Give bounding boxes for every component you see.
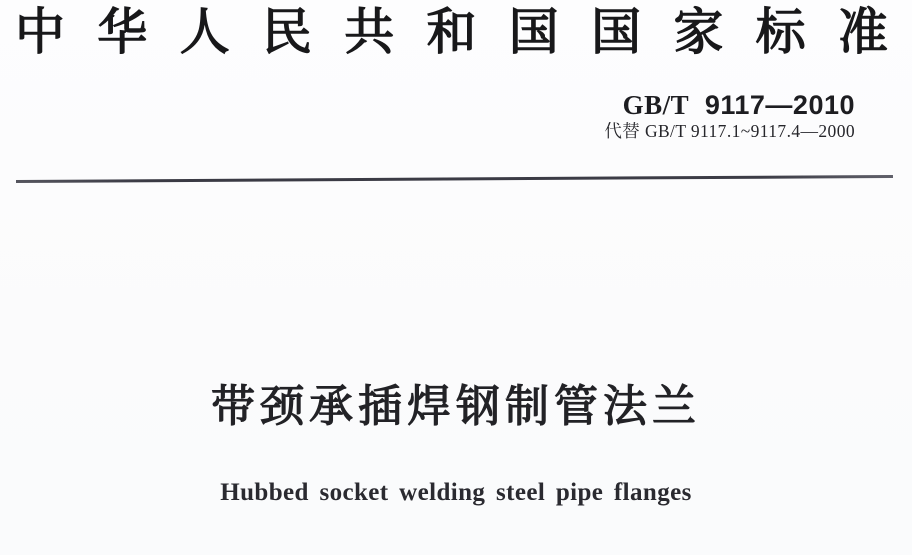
header-character: 国 xyxy=(508,4,559,60)
document-title-chinese: 带颈承插焊钢制管法兰 xyxy=(211,382,701,431)
document-title-english: Hubbed socket welding steel pipe flanges xyxy=(220,479,692,506)
standard-code-number: 9117—2010 xyxy=(704,90,855,120)
standard-code-prefix: GB/T xyxy=(622,90,689,120)
header-character: 标 xyxy=(755,4,806,60)
header-character: 共 xyxy=(344,4,395,60)
header-character: 准 xyxy=(837,4,888,60)
header-character: 民 xyxy=(261,4,312,60)
national-standard-header xyxy=(15,6,888,58)
header-character: 国 xyxy=(591,4,642,60)
header-character: 中 xyxy=(15,4,65,60)
header-character: 人 xyxy=(179,4,230,60)
replaces-note: 代替 GB/T 9117.1~9117.4—2000 xyxy=(604,121,855,141)
header-character: 华 xyxy=(97,4,148,60)
standard-code-block xyxy=(604,90,855,142)
header-divider-rule xyxy=(16,175,893,183)
header-character: 家 xyxy=(673,4,724,60)
standard-code xyxy=(604,90,855,120)
header-character: 和 xyxy=(426,4,477,60)
